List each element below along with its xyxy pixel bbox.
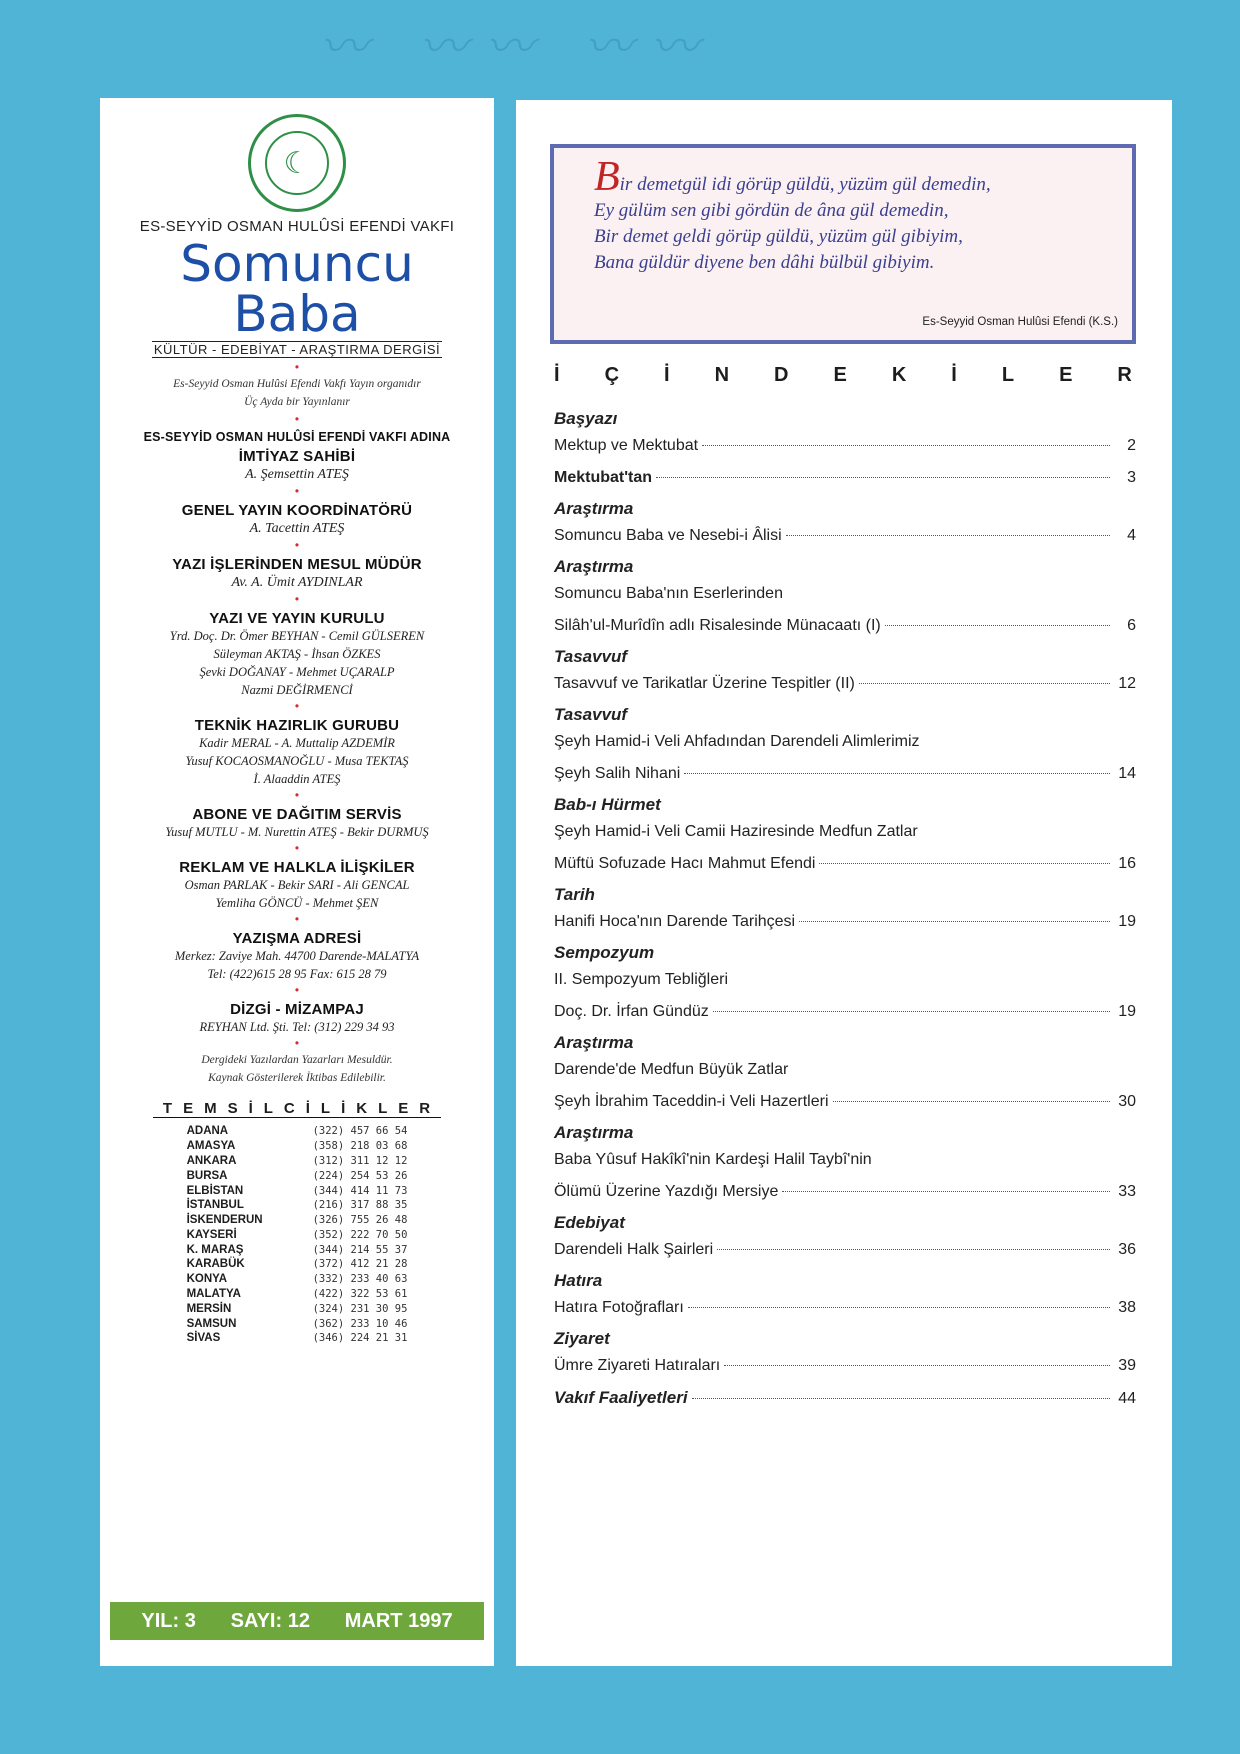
toc-category: Bab-ı Hürmet	[554, 795, 661, 814]
toc-entry[interactable]: Doç. Dr. İrfan Gündüz 19	[554, 1003, 1136, 1020]
subscription-heading: ABONE VE DAĞITIM SERVİS	[192, 806, 402, 823]
toc-entry[interactable]: Hanifi Hoca'nın Darende Tarihçesi 19	[554, 913, 1136, 930]
representative-phone: (332) 233 40 63	[312, 1273, 408, 1286]
separator-dot: •	[294, 841, 300, 855]
representative-row	[179, 1257, 416, 1272]
issue-number: SAYI: 12	[230, 1609, 310, 1632]
representative-city: KONYA	[186, 1273, 228, 1286]
toc-title-letter: R	[1117, 364, 1132, 386]
poem-line: Bir demet geldi görüp güldü, yüzüm gül gibiyim,	[594, 226, 963, 247]
magazine-title: Somuncu Baba	[180, 235, 414, 343]
toc-category: Araştırma	[554, 1123, 634, 1142]
representative-row	[179, 1287, 416, 1302]
publisher-frequency: Üç Ayda bir Yayınlanır	[244, 396, 350, 408]
separator-dot: •	[294, 360, 300, 374]
representative-phone: (326) 755 26 48	[312, 1214, 408, 1227]
representative-row	[179, 1301, 416, 1316]
toc-category: Araştırma	[554, 557, 634, 576]
toc-entry[interactable]: Hatıra Fotoğrafları 38	[554, 1299, 1136, 1316]
editor-heading: YAZI İŞLERİNDEN MESUL MÜDÜR	[172, 556, 422, 573]
representatives-heading: TEMSİLCİLİKLER	[153, 1100, 441, 1118]
masthead-panel	[100, 98, 494, 1666]
separator-dot: •	[294, 699, 300, 713]
toc-entry[interactable]: Tasavvuf ve Tarikatlar Üzerine Tespitler (II) 12	[554, 675, 1136, 692]
issue-year: YIL: 3	[141, 1609, 196, 1632]
tech-names: Yusuf KOCAOSMANOĞLU - Musa TEKTAŞ	[185, 754, 409, 768]
toc-title-letter: İ	[554, 364, 560, 386]
issue-date: MART 1997	[344, 1609, 453, 1632]
representative-row	[179, 1183, 416, 1198]
toc-category: Tasavvuf	[554, 647, 628, 666]
representative-row	[179, 1331, 416, 1346]
toc-entry-line: Somuncu Baba'nın Eserlerinden	[554, 585, 783, 602]
representative-row	[179, 1213, 416, 1228]
advertising-names: Yemliha GÖNCÜ - Mehmet ŞEN	[215, 896, 379, 910]
tech-heading: TEKNİK HAZIRLIK GURUBU	[194, 717, 400, 734]
foundation-emblem-icon: ☾	[248, 114, 346, 212]
representative-phone: (352) 222 70 50	[312, 1228, 408, 1241]
advertising-heading: REKLAM VE HALKLA İLİŞKİLER	[179, 859, 415, 876]
toc-entry[interactable]: Müftü Sofuzade Hacı Mahmut Efendi 16	[554, 855, 1136, 872]
toc-entry[interactable]: Ümre Ziyareti Hatıraları 39	[554, 1357, 1136, 1374]
representative-city: AMASYA	[186, 1140, 236, 1153]
separator-dot: •	[294, 983, 300, 997]
representative-row	[179, 1124, 416, 1139]
representative-city: ELBİSTAN	[186, 1184, 244, 1197]
editor-name: Av. A. Ümit AYDINLAR	[231, 575, 363, 590]
representative-phone: (322) 457 66 54	[312, 1125, 408, 1138]
separator-dot: •	[294, 592, 300, 606]
representative-phone: (216) 317 88 35	[312, 1199, 408, 1212]
board-names: Yrd. Doç. Dr. Ömer BEYHAN - Cemil GÜLSEREN	[169, 629, 425, 643]
owner-subheading: İMTİYAZ SAHİBİ	[238, 448, 356, 465]
representative-row	[179, 1139, 416, 1154]
representative-row	[179, 1316, 416, 1331]
owner-heading: ES-SEYYİD OSMAN HULÛSİ EFENDİ VAKFI ADINA	[143, 430, 451, 444]
representative-city: KAYSERİ	[186, 1228, 237, 1241]
toc-title-letter: Ç	[604, 364, 620, 386]
separator-dot: •	[294, 1036, 300, 1050]
representative-phone: (372) 412 21 28	[312, 1258, 408, 1271]
poem-line: Bir demetgül idi görüp güldü, yüzüm gül demedin,	[594, 154, 991, 200]
representative-phone: (344) 414 11 73	[312, 1184, 408, 1197]
separator-dot: •	[294, 412, 300, 426]
toc-entry-line: Şeyh Hamid-i Veli Ahfadından Darendeli Alimlerimiz	[554, 733, 920, 750]
toc-title-letter: K	[891, 364, 907, 386]
representative-row	[179, 1198, 416, 1213]
toc-entry-line: II. Sempozyum Tebliğleri	[554, 971, 728, 988]
toc-title-letter: L	[1001, 364, 1015, 386]
separator-dot: •	[294, 484, 300, 498]
board-names: Nazmi DEĞİRMENCİ	[241, 683, 353, 697]
separator-dot: •	[294, 788, 300, 802]
toc-category: Araştırma	[554, 499, 634, 518]
contents-panel	[516, 100, 1172, 1666]
magazine-subtitle: KÜLTÜR - EDEBİYAT - ARAŞTIRMA DERGİSİ	[153, 342, 441, 357]
subscription-names: Yusuf MUTLU - M. Nurettin ATEŞ - Bekir DURMUŞ	[165, 825, 429, 839]
toc-category: Edebiyat	[554, 1213, 625, 1232]
toc-entry[interactable]: Ölümü Üzerine Yazdığı Mersiye 33	[554, 1183, 1136, 1200]
rights-note: Kaynak Gösterilerek İktibas Edilebilir.	[208, 1072, 386, 1084]
representative-row	[179, 1168, 416, 1183]
coordinator-heading: GENEL YAYIN KOORDİNATÖRÜ	[181, 502, 413, 519]
representative-phone: (346) 224 21 31	[312, 1332, 408, 1345]
board-names: Şevki DOĞANAY - Mehmet UÇARALP	[199, 665, 395, 679]
issue-info-bar	[110, 1602, 484, 1640]
representative-city: İSKENDERUN	[186, 1214, 263, 1227]
address-line: Merkez: Zaviye Mah. 44700 Darende-MALATYA	[174, 949, 420, 963]
representatives-table	[179, 1124, 416, 1346]
representative-phone: (358) 218 03 68	[312, 1140, 408, 1153]
toc-category: Tasavvuf	[554, 705, 628, 724]
separator-dot: •	[294, 912, 300, 926]
toc-title	[550, 364, 1136, 387]
toc-entry[interactable]: Mektubat'tan 3	[554, 469, 1136, 486]
address-heading: YAZIŞMA ADRESİ	[232, 930, 362, 947]
toc-entry-line: Şeyh Hamid-i Veli Camii Haziresinde Medfun Zatlar	[554, 823, 918, 840]
toc-category: Tarih	[554, 885, 595, 904]
toc-entry[interactable]: Darendeli Halk Şairleri 36	[554, 1241, 1136, 1258]
toc-category: Ziyaret	[554, 1329, 610, 1348]
toc-title-letter: İ	[664, 364, 670, 386]
poem-box	[550, 144, 1136, 344]
representative-phone: (224) 254 53 26	[312, 1169, 408, 1182]
advertising-names: Osman PARLAK - Bekir SARI - Ali GENCAL	[184, 878, 410, 892]
representative-city: KARABÜK	[186, 1258, 245, 1271]
toc-category: Araştırma	[554, 1033, 634, 1052]
toc-entry[interactable]: Somuncu Baba ve Nesebi-i Âlisi 4	[554, 527, 1136, 544]
handwritten-scribble: 〰 〰〰 〰〰	[320, 19, 717, 75]
owner-name: A. Şemsettin ATEŞ	[245, 467, 349, 482]
toc-entry[interactable]: Şeyh İbrahim Taceddin-i Veli Hazertleri 30	[554, 1093, 1136, 1110]
poem-line: Bana güldür diyene ben dâhi bülbül gibiyim.	[594, 252, 935, 273]
coordinator-name: A. Tacettin ATEŞ	[249, 521, 345, 536]
representative-row	[179, 1242, 416, 1257]
representative-city: ANKARA	[186, 1154, 237, 1167]
representative-city: SİVAS	[186, 1332, 221, 1345]
foundation-name: ES-SEYYİD OSMAN HULÛSİ EFENDİ VAKFI	[139, 218, 455, 235]
phone-fax-line: Tel: (422)615 28 95 Fax: 615 28 79	[207, 967, 387, 981]
rights-note: Dergideki Yazılardan Yazarları Mesuldür.	[201, 1054, 393, 1066]
layout-heading: DİZGİ - MİZAMPAJ	[230, 1001, 364, 1018]
toc-title-letter: D	[774, 364, 789, 386]
toc-entry[interactable]: Mektup ve Mektubat 2	[554, 437, 1136, 454]
board-names: Süleyman AKTAŞ - İhsan ÖZKES	[213, 647, 381, 661]
board-heading: YAZI VE YAYIN KURULU	[209, 610, 385, 627]
representative-phone: (324) 231 30 95	[312, 1302, 408, 1315]
representative-row	[179, 1227, 416, 1242]
tech-names: İ. Alaaddin ATEŞ	[253, 772, 341, 786]
publisher-note: Es-Seyyid Osman Hulûsi Efendi Vakfı Yayın organıdır	[173, 378, 421, 390]
separator-dot: •	[294, 538, 300, 552]
tech-names: Kadir MERAL - A. Muttalip AZDEMİR	[199, 736, 395, 750]
toc-category: Sempozyum	[554, 943, 655, 962]
representative-phone: (362) 233 10 46	[312, 1317, 408, 1330]
poem-author: Es-Seyyid Osman Hulûsi Efendi (K.S.)	[922, 316, 1118, 328]
toc-entry[interactable]: Silâh'ul-Murîdîn adlı Risalesinde Münacaatı (I) 6	[554, 617, 1136, 634]
representative-city: ADANA	[186, 1125, 229, 1138]
poem-line: Ey gülüm sen gibi gördün de âna gül demedin,	[594, 200, 949, 221]
representative-phone: (422) 322 53 61	[312, 1287, 408, 1300]
representative-city: K. MARAŞ	[186, 1243, 244, 1256]
toc-entry-line: Darende'de Medfun Büyük Zatlar	[554, 1061, 789, 1078]
toc-category: Başyazı	[554, 409, 618, 428]
toc-title-letter: N	[714, 364, 730, 386]
representative-phone: (312) 311 12 12	[312, 1154, 408, 1167]
layout-company: REYHAN Ltd. Şti. Tel: (312) 229 34 93	[199, 1020, 395, 1034]
representative-phone: (344) 214 55 37	[312, 1243, 408, 1256]
toc-title-letter: İ	[951, 364, 957, 386]
toc-entry[interactable]: Şeyh Salih Nihani 14	[554, 765, 1136, 782]
representative-row	[179, 1154, 416, 1169]
representative-city: BURSA	[186, 1169, 228, 1182]
representative-row	[179, 1272, 416, 1287]
toc-category: Hatıra	[554, 1271, 603, 1290]
representative-city: MERSİN	[186, 1302, 232, 1315]
toc-title-letter: E	[833, 364, 847, 386]
representative-city: SAMSUN	[186, 1317, 237, 1330]
representative-city: İSTANBUL	[186, 1199, 244, 1212]
toc-entry-line: Baba Yûsuf Hakîkî'nin Kardeşi Halil Taybî'nin	[554, 1151, 872, 1168]
representative-city: MALATYA	[186, 1287, 241, 1300]
toc-title-letter: E	[1059, 364, 1073, 386]
toc-entry[interactable]: Vakıf Faaliyetleri 44	[554, 1388, 1136, 1407]
